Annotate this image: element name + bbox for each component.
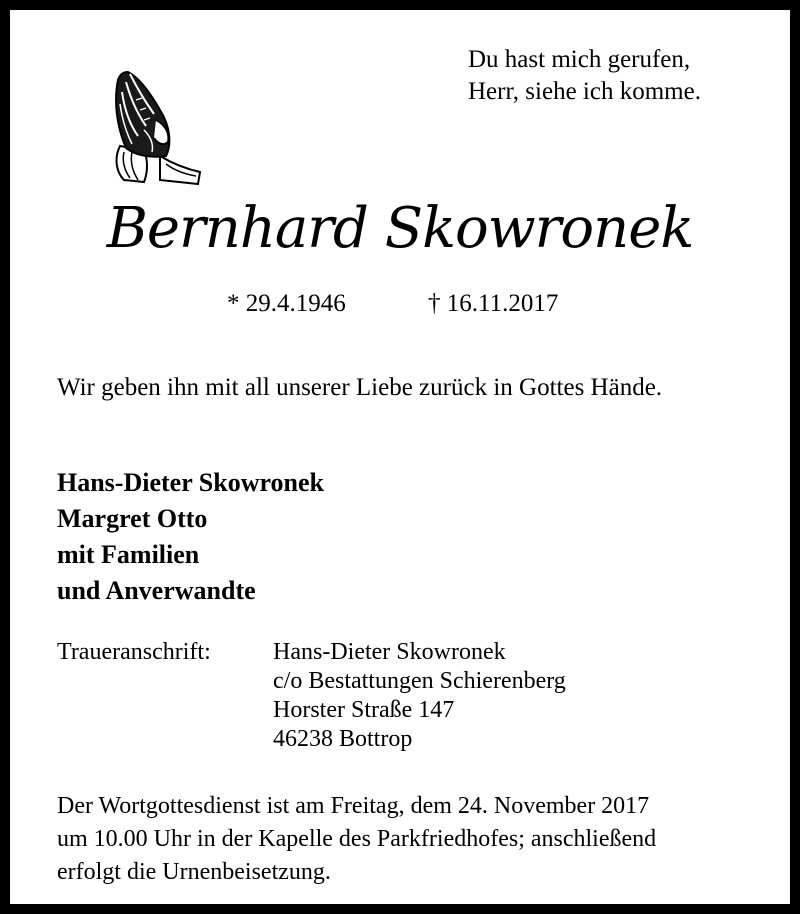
mourner-name: mit Familien xyxy=(57,540,200,569)
birth-date: * 29.4.1946 xyxy=(227,290,346,317)
mourning-address xyxy=(273,638,566,754)
death-date: † 16.11.2017 xyxy=(428,290,559,317)
mourners-list xyxy=(57,465,324,609)
obituary-notice xyxy=(10,10,790,904)
mourner-name: und Anverwandte xyxy=(57,576,256,605)
address-line: Horster Straße 147 xyxy=(273,697,455,723)
mourner-name: Margret Otto xyxy=(57,504,208,533)
quote-line-1: Du hast mich gerufen, xyxy=(468,46,691,73)
address-line: c/o Bestattungen Schierenberg xyxy=(273,668,566,694)
praying-hands-icon xyxy=(100,60,204,186)
mourner-name: Hans-Dieter Skowronek xyxy=(57,468,324,497)
service-line: erfolgt die Urnenbeisetzung. xyxy=(57,859,331,885)
address-line: Hans-Dieter Skowronek xyxy=(273,639,506,665)
service-line: Der Wortgottesdienst ist am Freitag, dem 24. November 2017 xyxy=(57,793,650,819)
service-line: um 10.00 Uhr in der Kapelle des Parkfriedhofes; anschließend xyxy=(57,826,657,852)
deceased-name: Bernhard Skowronek xyxy=(106,196,694,261)
address-label: Traueranschrift: xyxy=(57,639,211,665)
address-line: 46238 Bottrop xyxy=(273,726,413,752)
dedication-text: Wir geben ihn mit all unserer Liebe zurück in Gottes Hände. xyxy=(57,374,663,401)
bible-quote xyxy=(468,44,701,108)
service-announcement xyxy=(57,790,656,889)
quote-line-2: Herr, siehe ich komme. xyxy=(468,78,701,105)
